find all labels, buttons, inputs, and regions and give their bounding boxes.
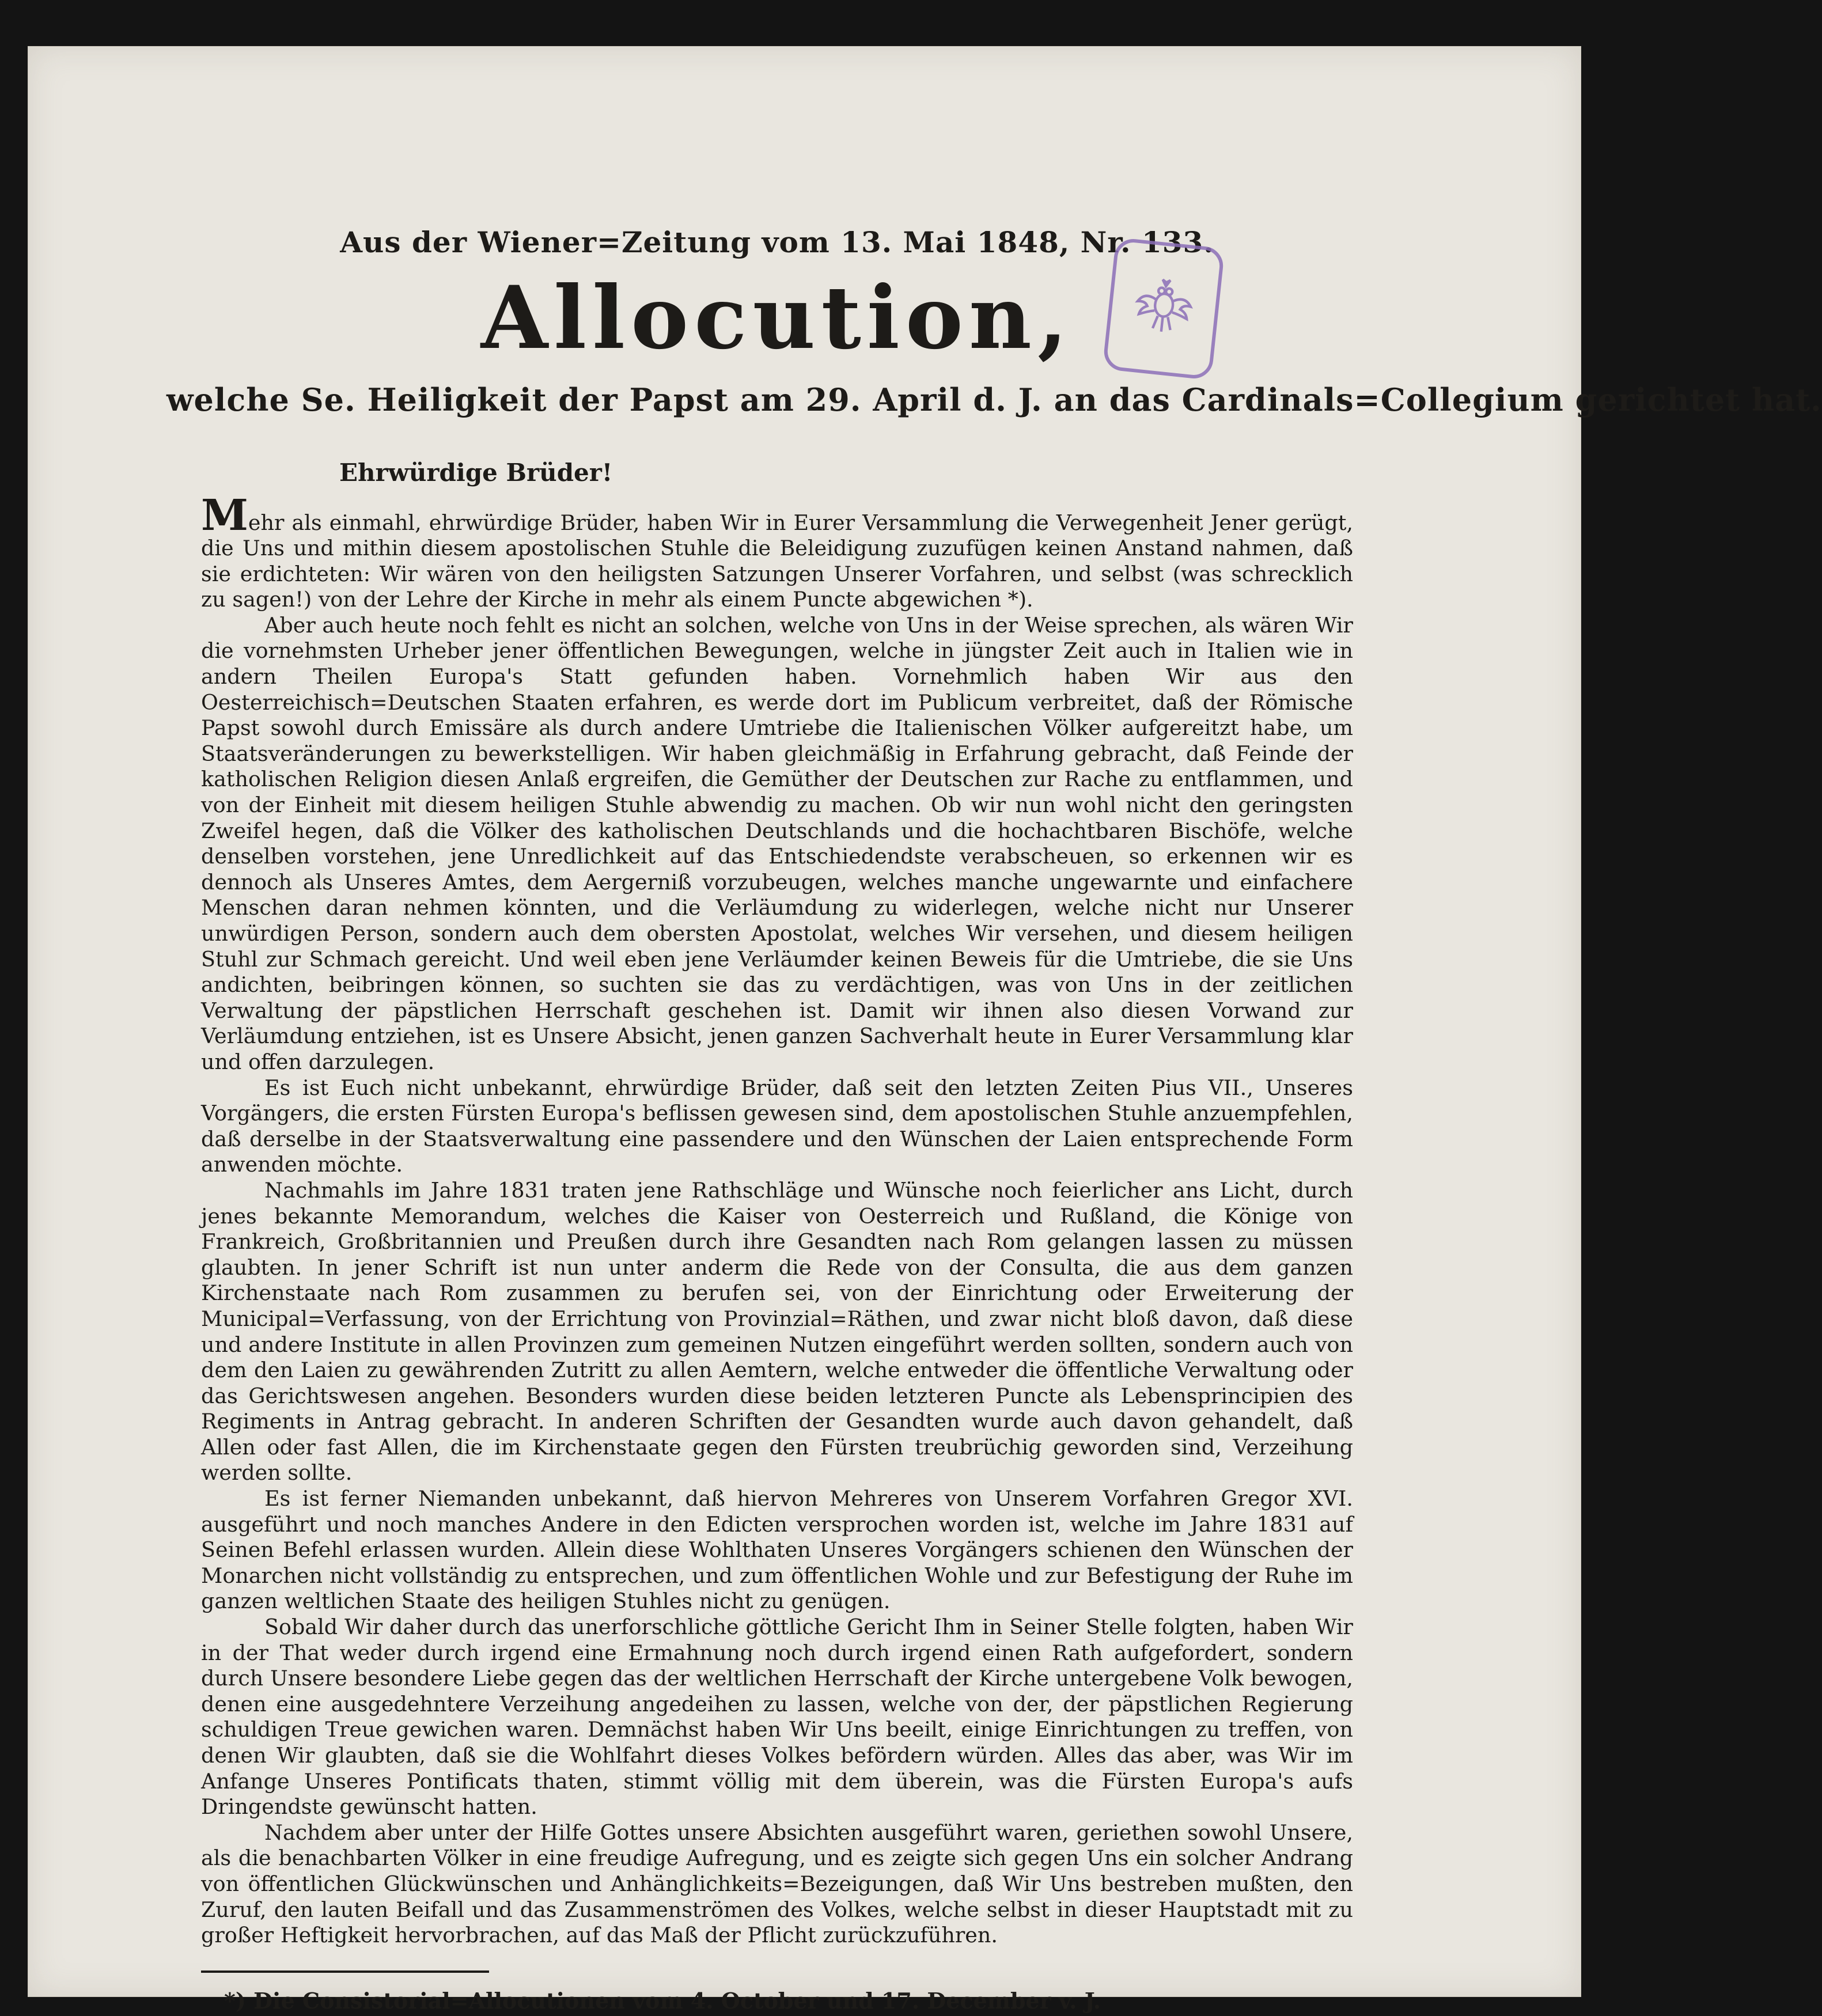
eagle-icon [1129, 272, 1199, 342]
salutation: Ehrwürdige Brüder! [339, 458, 613, 487]
paragraph: Sobald Wir daher durch das unerforschliche göttliche Gericht Ihm in Seiner Stelle folgten, haben Wir in der That weder durch irgend eine Ermahnung noch durch irgend einen Rath aufgefordert, sondern durch Unsere besondere Liebe gegen das der weltlichen Herrschaft der Kirche untergebene Volk bewogen, denen eine ausgedehntere Verzeihung angedeihen zu lassen, welche von der, der päpstlichen Regierung schuldigen Treue gewichen waren. Demnächst haben Wir Uns beeilt, einige Einrichtungen zu treffen, von denen Wir glaubten, daß sie die Wohlfahrt dieses Volkes befördern würden. Alles das aber, was Wir im Anfange Unseres Pontificats thaten, stimmt völlig mit dem überein, was die Fürsten Europa's aufs Dringendste gewünscht hatten. [201, 1615, 1353, 1820]
footnote: *) Die Consistorial=Allocutionen vom 4. October und 17. December v. J. [224, 1987, 1101, 2014]
paragraph [201, 490, 1353, 613]
document-subtitle: welche Se. Heiligkeit der Papst am 29. April d. J. an das Cardinals=Collegium gerichtet hat. [166, 381, 1822, 418]
source-line: Aus der Wiener=Zeitung vom 13. Mai 1848, Nr. 133. [340, 225, 1214, 259]
document-content [166, 173, 1822, 2014]
document-title: Allocution, [480, 267, 1074, 369]
paragraph: Aber auch heute noch fehlt es nicht an solchen, welche von Uns in der Weise sprechen, als wären Wir die vornehmsten Urheber jener öffentlichen Bewegungen, welche in jüngster Zeit auch in Italien wie in andern Theilen Europa's Statt gefunden haben. Vornehmlich haben Wir aus den Oesterreichisch=Deutschen Staaten erfahren, es werde dort im Publicum verbreitet, daß der Römische Papst sowohl durch Emissäre als durch andere Umtriebe die Italienischen Völker aufgereitzt habe, um Staatsveränderungen zu bewerkstelligen. Wir haben gleichmäßig in Erfahrung gebracht, daß Feinde der katholischen Religion diesen Anlaß ergreifen, die Gemüther der Deutschen zur Rache zu entflammen, und von der Einheit mit diesem heiligen Stuhle abwendig zu machen. Ob wir nun wohl nicht den geringsten Zweifel hegen, daß die Völker des katholischen Deutschlands und die hochachtbaren Bischöfe, welche denselben vorstehen, jene Unredlichkeit auf das Entschiedendste verabscheuen, so erkennen wir es dennoch als Unseres Amtes, dem Aergerniß vorzubeugen, welches manche ungewarnte und einfachere Menschen daran nehmen könnten, und die Verläumdung zu widerlegen, welche nicht nur Unserer unwürdigen Person, sondern auch dem obersten Apostolat, welches Wir versehen, und diesem heiligen Stuhl zur Schmach gereicht. Und weil eben jene Verläumder keinen Beweis für die Umtriebe, die sie Uns andichten, beibringen können, so suchten sie das zu verdächtigen, was von Uns in der zeitlichen Verwaltung der päpstlichen Herrschaft geschehen ist. Damit wir ihnen also diesen Vorwand zur Verläumdung entziehen, ist es Unsere Absicht, jenen ganzen Sachverhalt heute in Eurer Versammlung klar und offen darzulegen. [201, 612, 1353, 1074]
paragraph: Es ist ferner Niemanden unbekannt, daß hiervon Mehreres von Unserem Vorfahren Gregor XVI. ausgeführt und noch manches Andere in den Edicten versprochen worden ist, welche im Jahre 1831 auf Seinen Befehl erlassen wurden. Allein diese Wohlthaten Unseres Vorgängers schienen den Wünschen der Monarchen nicht vollständig zu entsprechen, und zum öffentlichen Wohle und zur Befestigung der Ruhe im ganzen weltlichen Staate des heiligen Stuhles nicht zu genügen. [201, 1486, 1353, 1614]
body-text [201, 490, 1353, 1949]
paragraph: Nachdem aber unter der Hilfe Gottes unsere Absichten ausgeführt waren, geriethen sowohl Unsere, als die benachbarten Völker in eine freudige Aufregung, und es zeigte sich gegen Uns ein solcher Andrang von öffentlichen Glückwünschen und Anhänglichkeits=Bezeigungen, daß Wir Uns bestreben mußten, den Zuruf, den lauten Beifall und das Zusammenströmen des Volkes, welche selbst in dieser Hauptstadt mit zu großer Heftigkeit hervorbrachen, auf das Maß der Pflicht zurückzuführen. [201, 1820, 1353, 1948]
footnote-rule [201, 1970, 489, 1973]
paragraph: Es ist Euch nicht unbekannt, ehrwürdige Brüder, daß seit den letzten Zeiten Pius VII., Unseres Vorgängers, die ersten Fürsten Europa's beflissen gewesen sind, dem apostolischen Stuhle anzuempfehlen, daß derselbe in der Staatsverwaltung eine passendere und den Wünschen der Laien entsprechende Form anwenden möchte. [201, 1075, 1353, 1177]
initial-letter: M [201, 490, 248, 540]
paragraph: Nachmahls im Jahre 1831 traten jene Rathschläge und Wünsche noch feierlicher ans Licht, durch jenes bekannte Memorandum, welches die Kaiser von Oesterreich und Rußland, die Könige von Frankreich, Großbritannien und Preußen durch ihre Gesandten nach Rom gelangen lassen zu müssen glaubten. In jener Schrift ist nun unter anderm die Rede von der Consulta, die aus dem ganzen Kirchenstaate nach Rom zusammen zu berufen sei, von der Einrichtung oder Erweiterung der Municipal=Verfassung, von der Errichtung von Provinzial=Räthen, und zwar nicht bloß davon, daß diese und andere Institute in allen Provinzen zum gemeinen Nutzen eingeführt werden sollten, sondern auch von dem den Laien zu gewährenden Zutritt zu allen Aemtern, welche entweder die öffentliche Verwaltung oder das Gerichtswesen angehen. Besonders wurden diese beiden letzteren Puncte als Lebensprincipien des Regiments in Antrag gebracht. In anderen Schriften der Gesandten wurde auch davon gehandelt, daß Allen oder fast Allen, die im Kirchenstaate gegen den Fürsten treubrüchig geworden sind, Verzeihung werden sollte. [201, 1177, 1353, 1486]
library-stamp [1102, 237, 1225, 381]
document-sheet [28, 46, 1822, 2014]
paragraph-text: ehr als einmahl, ehrwürdige Brüder, haben Wir in Eurer Versammlung die Verwegenheit Jener gerügt, die Uns und mithin diesem apostolischen Stuhle die Beleidigung zuzufügen keinen Anstand nahmen, daß sie erdichteten: Wir wären von den heiligsten Satzungen Unserer Vorfahren, und selbst (was schrecklich zu sagen!) von der Lehre der Kirche in mehr als einem Puncte abgewichen *). [201, 510, 1353, 612]
